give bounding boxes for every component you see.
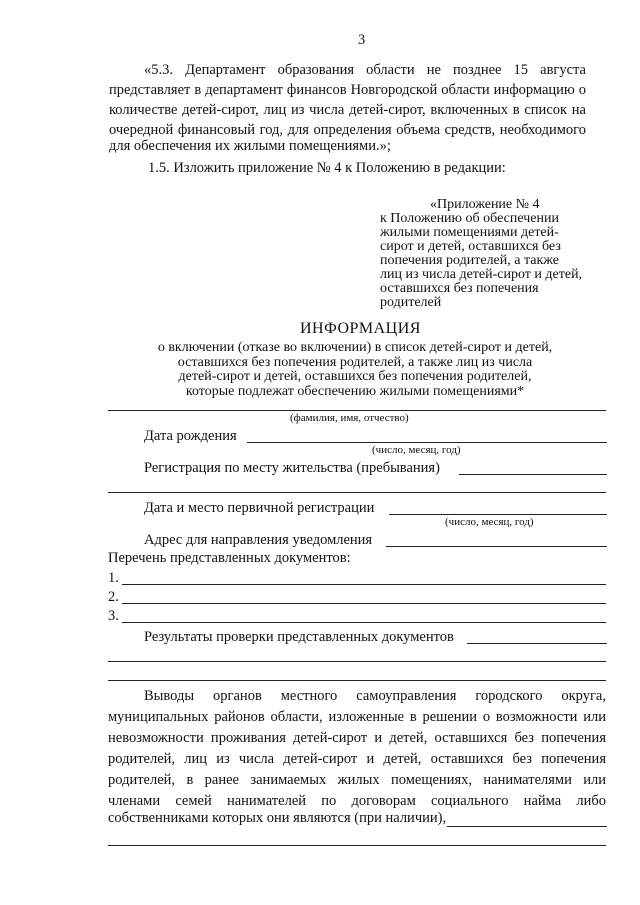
- appendix-line-7: оставшихся без попечения: [380, 281, 539, 296]
- doc-item-3-number: 3.: [108, 608, 119, 624]
- registration-line-1[interactable]: [459, 474, 607, 475]
- conclusions-line-2: муниципальных районов области, изложенные в решении о возможности или: [108, 709, 606, 725]
- appendix-line-5: попечения родителей, а также: [380, 253, 559, 268]
- para-53-line-4: очередной финансовый год, для определения объема средств, необходимого: [109, 122, 586, 138]
- registration-label: Регистрация по месту жительства (пребывания): [144, 460, 440, 476]
- subtitle-line-2: оставшихся без попечения родителей, а также лиц из числа: [177, 354, 533, 370]
- fio-hint: (фамилия, имя, отчество): [290, 412, 409, 424]
- para-53-line-5: для обеспечения их жилыми помещениями.»;: [109, 138, 391, 154]
- address-line[interactable]: [386, 546, 607, 547]
- page-number: 3: [358, 32, 366, 48]
- conclusions-line-6: членами семей нанимателей по договорам социального найма либо: [108, 793, 606, 809]
- para-53-line-1: «5.3. Департамент образования области не позднее 15 августа: [144, 62, 586, 78]
- appendix-line-8: родителей: [380, 295, 442, 310]
- subtitle-line-1: о включении (отказе во включении) в список детей-сирот и детей,: [157, 340, 553, 355]
- subtitle-line-4: которые подлежат обеспечению жилыми помещениями*: [185, 383, 525, 399]
- primary-line[interactable]: [389, 514, 607, 515]
- form-title: ИНФОРМАЦИЯ: [300, 320, 421, 337]
- results-line-2[interactable]: [108, 661, 606, 662]
- primary-hint: (число, месяц, год): [445, 516, 534, 528]
- doc-item-2-number: 2.: [108, 589, 119, 605]
- conclusions-line-4: родителей, лиц из числа детей-сирот и детей, оставшихся без попечения: [108, 751, 606, 767]
- results-line-1[interactable]: [467, 643, 607, 644]
- para-15: 1.5. Изложить приложение № 4 к Положению в редакции:: [148, 160, 506, 176]
- doc-item-2-line[interactable]: [122, 603, 606, 604]
- docs-label: Перечень представленных документов:: [108, 550, 351, 566]
- appendix-line-4: сирот и детей, оставшихся без: [380, 239, 561, 254]
- appendix-line-1: «Приложение № 4: [430, 197, 540, 212]
- registration-line-2[interactable]: [108, 492, 606, 493]
- birth-line[interactable]: [247, 442, 607, 443]
- appendix-line-3: жилыми помещениями детей-: [380, 225, 559, 240]
- conclusions-line-fill-1[interactable]: [447, 826, 607, 827]
- doc-item-3-line[interactable]: [122, 622, 606, 623]
- conclusions-line-5: родителей, в ранее занимаемых жилых помещениях, нанимателями или: [108, 772, 606, 788]
- primary-label: Дата и место первичной регистрации: [144, 500, 375, 516]
- appendix-line-6: лиц из числа детей-сирот и детей,: [380, 267, 583, 282]
- address-label: Адрес для направления уведомления: [144, 532, 373, 548]
- doc-item-1-line[interactable]: [122, 584, 606, 585]
- conclusions-line-1: Выводы органов местного самоуправления городского округа,: [144, 688, 606, 704]
- birth-label: Дата рождения: [144, 428, 237, 444]
- fio-line[interactable]: [108, 410, 606, 411]
- birth-hint: (число, месяц, год): [372, 444, 461, 456]
- doc-item-1-number: 1.: [108, 570, 119, 586]
- conclusions-line-3: невозможности проживания детей-сирот и детей, оставшихся без попечения: [108, 730, 606, 746]
- appendix-line-2: к Положению об обеспечении: [380, 211, 559, 226]
- conclusions-line-fill-2[interactable]: [108, 845, 606, 846]
- results-line-3[interactable]: [108, 680, 606, 681]
- conclusions-line-7: собственниками которых они являются (при наличии),: [108, 810, 447, 826]
- results-label: Результаты проверки представленных документов: [144, 629, 454, 645]
- subtitle-line-3: детей-сирот и детей, оставшихся без попечения родителей,: [178, 369, 532, 384]
- para-53-line-2: представляет в департамент финансов Новгородской области информацию о: [109, 82, 586, 98]
- para-53-line-3: количестве детей-сирот, лиц из числа детей-сирот, включенных в список на: [109, 102, 586, 118]
